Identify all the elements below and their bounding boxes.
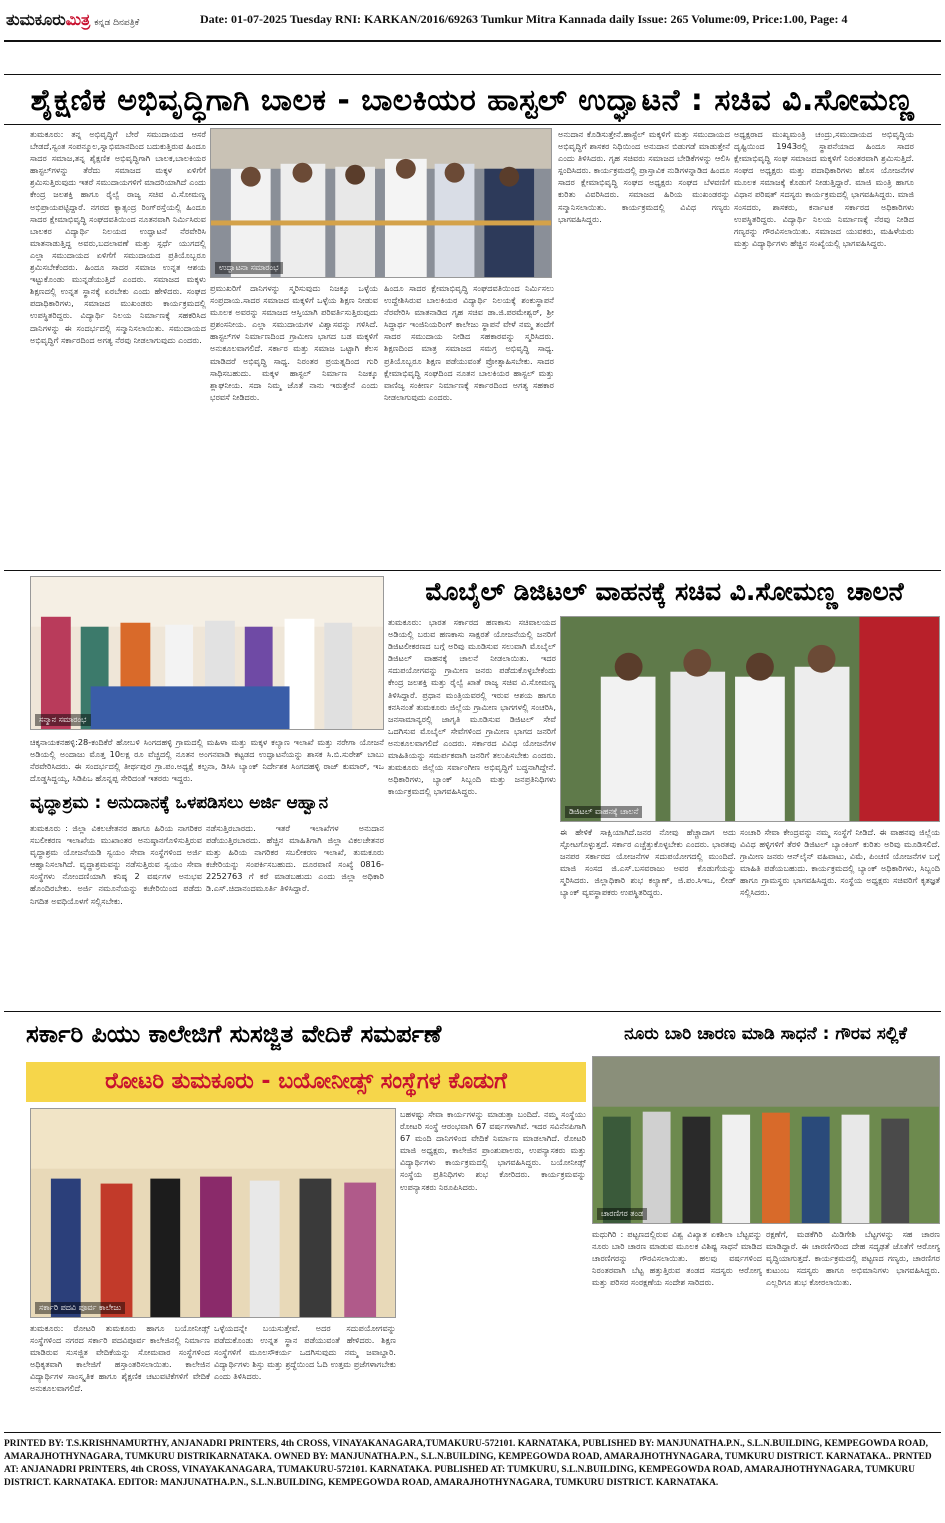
story5-column-1: ಮಧುಗಿರಿ : ಪಟ್ಟಣದಲ್ಲಿರುವ ವಿಶ್ವ ವಿಖ್ಯಾತ ಏಕಶಿಲಾ ಬೆಟ್ಟವನ್ನು ನೂರು ಬಾರಿ ಚಾರಣ ಮಾಡುವ ಮೂಲಕ ವಿಶಿಷ್ಟ ಸಾಧನೆ ಮಾಡಿದ ಚಾರಣಿಗರನ್ನು ಗೌರವಿಸಲಾಯಿತು. ಹಲವು ವರ್ಷಗಳಿಂದ ನಿರಂತರವಾಗಿ ಬೆಟ್ಟ ಹತ್ತುತ್ತಿರುವ ತಂಡದ ಸದಸ್ಯರು ಆರೋಗ್ಯ ಮತ್ತು ಪರಿಸರ ಸಂರಕ್ಷಣೆಯ ಸಂದೇಶ ಸಾರಿದರು. — [592, 1229, 762, 1288]
section-divider-2 — [4, 1011, 941, 1012]
anganwadi-photo-label: ಸನ್ಮಾನ ಸಮಾರಂಭ — [35, 714, 91, 726]
masthead-rule — [4, 40, 941, 42]
story4-column-3: ಬಹಳಷ್ಟು ಸೇವಾ ಕಾರ್ಯಗಳನ್ನು ಮಾಡುತ್ತಾ ಬಂದಿದೆ. ನಮ್ಮ ಸಂಸ್ಥೆಯು ರೋಟರಿ ಸಂಸ್ಥೆ ಆರಂಭವಾಗಿ 67 ವರ್ಷಗಳಾಗಿವೆ. ಇದರ ಸವಿನೆನಪಿಗಾಗಿ 67 ಮಂದಿ ದಾನಿಗಳಿಂದ ವೇದಿಕೆ ನಿರ್ಮಾಣ ಮಾಡಲಾಗಿದೆ. ರೋಟರಿ ಮಾಜಿ ಅಧ್ಯಕ್ಷರು, ಕಾಲೇಜಿನ ಪ್ರಾಂಶುಪಾಲರು, ಉಪನ್ಯಾಸಕರು ಮತ್ತು ವಿದ್ಯಾರ್ಥಿಗಳು ಕಾರ್ಯಕ್ರಮದಲ್ಲಿ ಭಾಗವಹಿಸಿದ್ದರು. ಬಯೋನೀಡ್ಸ್ ಸಂಸ್ಥೆಯ ಪ್ರತಿನಿಧಿಗಳು ಶುಭ ಕೋರಿದರು. ಕಾರ್ಯಕ್ರಮವನ್ನು ಉಪನ್ಯಾಸಕರು ನಿರೂಪಿಸಿದರು. — [400, 1109, 586, 1192]
logo-main: ತುಮಕೂರು — [6, 10, 66, 29]
masthead — [0, 0, 945, 72]
imprint-footer: PRINTED BY: T.S.KRISHNAMURTHY, ANJANADRI PRINTERS, 4th CROSS, VINAYAKANAGARA,TUMAKURU-572101. KARNATAKA, PUBLISHED BY: MANJUNATHA.P.N., S.L.N.BUILDING, KEMPEGOWDA ROAD, AMARAJHOTHYNAGARA, TUMKURU DISTRIKARNATAKA. OWNED BY: MANJUNATHA.P.N., S.L.N.BUILDING, KEMPEGOWDA ROAD, AMARAJHOTHYNAGARA, TUMKURU DISTRICT. KARNATAKA.. PRNTED AT: ANJANADRI PRINTERS, 4th CROSS, VINAYAKANAGARA, TUMAKURU-572101. KARNATAKA. PUBLISHED AT: TUMKURU, S.L.N.BUILDING, KEMPEGOWDA ROAD, AMARAJHOTHYNAGARA, TUMKURU DISTRICT. KARNATAKA. EDITOR: MANJUNATHA.P.N., S.L.N.BUILDING, KEMPEGOWDA ROAD, AMARAJHOTHYNAGARA, TUMKURU DISTRICT. KARNATAKA. — [4, 1432, 941, 1518]
story2-photo-image — [561, 617, 939, 822]
story2-photo — [560, 616, 940, 822]
anganwadi-caption: ಚಿಕ್ಕನಾಯಕನಹಳ್ಳಿ:28-ಕಂದಿಕೆರೆ ಹೋಬಳಿ ಸಿಂಗದಹಳ್ಳಿ ಗ್ರಾಮದಲ್ಲಿ ಮಹಿಳಾ ಮತ್ತು ಮಕ್ಕಳ ಕಲ್ಯಾಣ ಇಲಾಖೆ ಮತ್ತು ನರೇಗಾ ಯೋಜನೆ ಅಡಿಯಲ್ಲಿ ಅಂದಾಜು ಮೊತ್ತ 10ಲಕ್ಷ ರೂ ವೆಚ್ಚದಲ್ಲಿ ನೂತನ ಅಂಗನವಾಡಿ ಕಟ್ಟಡದ ಉದ್ಘಾಟನೆಯನ್ನು ಶಾಸಕ ಸಿ.ಬಿ.ಸುರೇಶ್ ಬಾಬು ನೆರವೇರಿಸಿದರು. ಈ ಸಂದರ್ಭದಲ್ಲಿ ತೀರ್ಥಪುರ ಗ್ರಾ.ಪಂ.ಅಧ್ಯಕ್ಷೆ ಕಲ್ಪನಾ, ಡಿಸಿಸಿ ಬ್ಯಾಂಕ್ ನಿರ್ದೇಶಕ ಸಿಂಗದಹಳ್ಳಿ ರಾಜ್ ಕುಮಾರ್, ಇಒ ದೊಡ್ಡಸಿದ್ದಯ್ಯ, ಸಿಡಿಪಿಒ ಹೊನ್ನಪ್ಪ ಸೇರಿದಂತೆ ಇತರರು ಇದ್ದರು. — [30, 737, 384, 783]
masthead-rule-thin — [4, 74, 941, 75]
story4-column-2: ಒಳ್ಳೆಯದನ್ನೇ ಬಯಸುತ್ತೇವೆ. ಅದರ ಸದುಪಯೋಗವನ್ನು ಪಡೆದುಕೊಂಡು ಉನ್ನತ ಸ್ಥಾನ ಪಡೆಯುವಂತೆ ಹೇಳಿದರು. ಶಿಕ್ಷಣ ಸಂಸ್ಥೆಗಳಿಗೆ ಮೂಲಸೌಕರ್ಯ ಒದಗಿಸುವುದು ನಮ್ಮ ಜವಾಬ್ದಾರಿ. ವಿದ್ಯಾರ್ಥಿಗಳು ಶಿಸ್ತು ಮತ್ತು ಶ್ರದ್ಧೆಯಿಂದ ಓದಿ ಉತ್ತಮ ಪ್ರಜೆಗಳಾಗಬೇಕು ಎಂದು ತಿಳಿಸಿದರು. — [214, 1323, 396, 1382]
story1-column-2: ಪ್ರಮುಖರಿಗೆ ದಾನಿಗಳನ್ನು ಸ್ಮರಿಸುವುದು ನಿಜಕ್ಕೂ ಒಳ್ಳೆಯ ಸಂಪ್ರದಾಯ.ಸಾದರ ಸಮಾಜದ ಮಕ್ಕಳಿಗೆ ಒಳ್ಳೆಯ ಶಿಕ್ಷಣ ನೀಡುವ ಮೂಲಕ ಅವರನ್ನು ಸಮಾಜದ ಆಸ್ತಿಯಾಗಿ ಪರಿವರ್ತಿಸುತ್ತಿರುವುದು ಪ್ರಶಂಸನೀಯ. ಎಲ್ಲಾ ಸಮುದಾಯಗಳ ವಿಶ್ವಾಸವನ್ನು ಗಳಿಸಿದೆ. ಹಾಸ್ಟಲ್‌ಗಳ ನಿರ್ಮಾಣದಿಂದ ಗ್ರಾಮೀಣ ಭಾಗದ ಬಡ ಮಕ್ಕಳಿಗೆ ಅನುಕೂಲವಾಗಲಿದೆ. ಸರ್ಕಾರ ಮತ್ತು ಸಮಾಜ ಒಟ್ಟಾಗಿ ಕೆಲಸ ಮಾಡಿದರೆ ಅಭಿವೃದ್ಧಿ ಸಾಧ್ಯ. ನಿರಂತರ ಪ್ರಯತ್ನದಿಂದ ಗುರಿ ಸಾಧಿಸಬಹುದು. ಮಕ್ಕಳ ಹಾಸ್ಟಲ್ ನಿರ್ಮಾಣ ನಿಜಕ್ಕೂ ಶ್ಲಾಘನೀಯ. ಸದಾ ನಿಮ್ಮ ಜೊತೆ ನಾನು ಇರುತ್ತೇನೆ ಎಂದು ಭರವಸೆ ನೀಡಿದರು. — [210, 283, 378, 402]
story1-column-5: ಅಧ್ಯಕ್ಷರಾದ ಮುಖ್ಯಮಂತ್ರಿ ಚಂದ್ರು,ಸಮುದಾಯದ ಅಭಿವೃದ್ಧಿಯ ದೃಷ್ಟಿಯಿಂದ 1943ರಲ್ಲಿ ಸ್ಥಾಪನೆಯಾದ ಹಿಂದೂ ಸಾದರ ಕ್ಷೇಮಾಭಿವೃದ್ಧಿ ಸಂಘ ಸಮಾಜದ ಮಕ್ಕಳಿಗೆ ನಿರಂತರವಾಗಿ ಶ್ರಮಿಸುತ್ತಿದೆ. ಸಂಘದ ಅಧ್ಯಕ್ಷರು ಮತ್ತು ಪದಾಧಿಕಾರಿಗಳು ಹೊಸ ಯೋಜನೆಗಳ ಮೂಲಕ ಸಮಾಜಕ್ಕೆ ಕೊಡುಗೆ ನೀಡುತ್ತಿದ್ದಾರೆ. ಮಾಜಿ ಮಂತ್ರಿ ಹಾಗೂ ವಿಧಾನ ಪರಿಷತ್ ಸದಸ್ಯರು ಕಾರ್ಯಕ್ರಮದಲ್ಲಿ ಭಾಗವಹಿಸಿದ್ದರು. ಮಾಜಿ ಸಂಸದರು, ಶಾಸಕರು, ಕರ್ನಾಟಕ ಸರ್ಕಾರದ ಅಧಿಕಾರಿಗಳು ಉಪಸ್ಥಿತರಿದ್ದರು. ವಿದ್ಯಾರ್ಥಿ ನಿಲಯ ನಿರ್ಮಾಣಕ್ಕೆ ನೆರವು ನೀಡಿದ ಗಣ್ಯರನ್ನು ಗೌರವಿಸಲಾಯಿತು. ಸಮಾಜದ ಯುವಕರು, ಮಹಿಳೆಯರು ಮತ್ತು ವಿದ್ಯಾರ್ಥಿಗಳು ಹೆಚ್ಚಿನ ಸಂಖ್ಯೆಯಲ್ಲಿ ಭಾಗವಹಿಸಿದ್ದರು. — [734, 129, 914, 248]
newspaper-logo — [6, 10, 139, 30]
story5-photo-image — [593, 1057, 939, 1224]
story4-photo — [30, 1108, 396, 1318]
story4-headline: ಸರ್ಕಾರಿ ಪಿಯು ಕಾಲೇಜಿಗೆ ಸುಸಜ್ಜಿತ ವೇದಿಕೆ ಸಮರ್ಪಣೆ — [26, 1020, 442, 1048]
story3-column-2: ನಡೆಸುತ್ತಿರಬಾರದು. ಇತರೆ ಇಲಾಖೆಗಳ ಅನುದಾನ ಪಡೆಯುತ್ತಿರಬಾರದು. ಹೆಚ್ಚಿನ ಮಾಹಿತಿಗಾಗಿ ಜಿಲ್ಲಾ ವಿಕಲಚೇತನರ ಮತ್ತು ಹಿರಿಯ ನಾಗರಿಕರ ಸಬಲೀಕರಣ ಇಲಾಖೆ, ತುಮಕೂರು ಕಚೇರಿಯನ್ನು ಸಂಪರ್ಕಿಸಬಹುದು. ದೂರವಾಣಿ ಸಂಖ್ಯೆ 0816-2252763 ಗೆ ಕರೆ ಮಾಡಬಹುದು ಎಂದು ಜಿಲ್ಲಾ ಅಧಿಕಾರಿ ಡಿ.ಎಸ್.ಚಿದಾನಂದಮೂರ್ತಿ ತಿಳಿಸಿದ್ದಾರೆ. — [206, 823, 384, 894]
story1-column-4: ಅನುದಾನ ಕೊಡಿಸುತ್ತೇನೆ.ಹಾಸ್ಟೆಲ್ ಮಕ್ಕಳಿಗೆ ಮತ್ತು ಸಮುದಾಯದ ಅಭಿವೃದ್ಧಿಗೆ ಶಾಸಕರ ನಿಧಿಯಿಂದ ಅನುದಾನ ಬಿಡುಗಡೆ ಮಾಡುತ್ತೇನೆ ಎಂದು ತಿಳಿಸಿದರು. ಗೃಹ ಸಚಿವರು ಸಮಾಜದ ಬೇಡಿಕೆಗಳನ್ನು ಆಲಿಸಿ ಸ್ಪಂದಿಸಿದರು. ಕಾರ್ಯಕ್ರಮದಲ್ಲಿ ಪ್ರಾಸ್ತಾವಿಕ ನುಡಿಗಳನ್ನಾಡಿದ ಹಿಂದೂ ಸಾದರ ಕ್ಷೇಮಾಭಿವೃದ್ಧಿ ಸಂಘದ ಅಧ್ಯಕ್ಷರು ಸಂಘದ ಬೆಳವಣಿಗೆ ಕುರಿತು ವಿವರಿಸಿದರು. ಸಮಾಜದ ಹಿರಿಯ ಮುಖಂಡರನ್ನು ಸನ್ಮಾನಿಸಲಾಯಿತು. ಕಾರ್ಯಕ್ರಮದಲ್ಲಿ ವಿವಿಧ ಗಣ್ಯರು ಭಾಗವಹಿಸಿದ್ದರು. — [558, 129, 730, 224]
story3-headline: ವೃದ್ಧಾಶ್ರಮ : ಅನುದಾನಕ್ಕೆ ಒಳಪಡಿಸಲು ಅರ್ಜಿ ಆಹ್ವಾನ — [30, 793, 329, 813]
story1-column-3: ಹಿಂದೂ ಸಾದರ ಕ್ಷೇಮಾಭಿವೃದ್ಧಿ ಸಂಘದವತಿಯಿಂದ ನಿರ್ಮಿಸಲು ಉದ್ದೇಶಿಸಿರುವ ಬಾಲಕಿಯರ ವಿದ್ಯಾರ್ಥಿ ನಿಲಯಕ್ಕೆ ಶಂಕುಸ್ಥಾಪನೆ ನೆರವೇರಿಸಿ ಮಾತನಾಡಿದ ಗೃಹ ಸಚಿವ ಡಾ.ಜಿ.ಪರಮೇಶ್ವರ್, ಶ್ರೀ ಸಿದ್ಧಾರ್ಥ ಇಂಜಿನಿಯರಿಂಗ್ ಕಾಲೇಜು ಸ್ಥಾಪನೆ ವೇಳೆ ನಮ್ಮ ತಂದೆಗೆ ಸಾದರ ಸಮುದಾಯ ನೀಡಿದ ಸಹಕಾರವನ್ನು ಸ್ಮರಿಸಿದರು. ಶಿಕ್ಷಣದಿಂದ ಮಾತ್ರ ಸಮಾಜದ ಸಮಗ್ರ ಅಭಿವೃದ್ಧಿ ಸಾಧ್ಯ. ಪ್ರತಿಯೊಬ್ಬರೂ ಶಿಕ್ಷಣ ಪಡೆಯುವಂತೆ ಪ್ರೋತ್ಸಾಹಿಸಬೇಕು. ಸಾದರ ಕ್ಷೇಮಾಭಿವೃದ್ಧಿ ಸಂಘದಿಂದ ನೂತನ ಬಾಲಕಿಯರ ಹಾಸ್ಟಲ್ ಮತ್ತು ವಾಣಿಜ್ಯ ಸಂಕೀರ್ಣ ನಿರ್ಮಾಣಕ್ಕೆ ಸರ್ಕಾರದಿಂದ ಅಗತ್ಯ ಸಹಕಾರ ನೀಡಲಾಗುವುದು ಎಂದರು. — [384, 283, 554, 402]
story1-photo-label: ಉದ್ಘಾಟನಾ ಸಮಾರಂಭ — [215, 262, 283, 274]
section-divider-1 — [4, 570, 941, 571]
logo-accent: ಮಿತ್ರ — [65, 10, 91, 29]
anganwadi-photo-image — [31, 577, 383, 730]
story4-banner: ರೋಟರಿ ತುಮಕೂರು - ಬಯೋನೀಡ್ಸ್ ಸಂಸ್ಥೆಗಳ ಕೊಡುಗೆ — [26, 1062, 586, 1102]
story4-photo-label: ಸರ್ಕಾರಿ ಪದವಿ ಪೂರ್ವ ಕಾಲೇಜು — [35, 1302, 125, 1314]
story5-photo — [592, 1056, 940, 1224]
story2-column-1: ತುಮಕೂರು: ಭಾರತ ಸರ್ಕಾರದ ಹಣಕಾಸು ಸಚಿವಾಲಯದ ಅಡಿಯಲ್ಲಿ ಬರುವ ಹಣಕಾಸು ಸಾಕ್ಷರತೆ ಯೋಜನೆಯಲ್ಲಿ ಜನರಿಗೆ ಡಿಜಿಟಲೀಕರಣದ ಬಗ್ಗೆ ಅರಿವು ಮೂಡಿಸುವ ಸಲುವಾಗಿ ಮೊಬೈಲ್ ಡಿಜಿಟಲ್ ವಾಹನಕ್ಕೆ ಚಾಲನೆ ನೀಡಲಾಯಿತು. ಇದರ ಸದುಪಯೋಗವನ್ನು ಗ್ರಾಮೀಣ ಜನರು ಪಡೆದುಕೊಳ್ಳಬೇಕೆಂದು ಕೇಂದ್ರ ಜಲಶಕ್ತಿ ಮತ್ತು ರೈಲ್ವೆ ಖಾತೆ ರಾಜ್ಯ ಸಚಿವ ವಿ.ಸೋಮಣ್ಣ ತಿಳಿಸಿದ್ದಾರೆ. ಪ್ರಧಾನ ಮಂತ್ರಿಯವರಲ್ಲಿ ಇರುವ ಆಶಯ ಹಾಗೂ ಕನಸಿನಂತೆ ತುಮಕೂರು ಜಿಲ್ಲೆಯ ಗ್ರಾಮೀಣ ಭಾಗಗಳಲ್ಲಿ ಸಂಚರಿಸಿ, ಜನಸಾಮಾನ್ಯರಲ್ಲಿ ಜಾಗೃತಿ ಮೂಡಿಸುವ ಡಿಜಿಟಲ್ ಸೇವೆ ಒದಗಿಸುವ ಮೊಬೈಲ್ ಸೇವೆಗಳಿಂದ ಗ್ರಾಮೀಣ ಭಾಗದ ಜನರಿಗೆ ಅನುಕೂಲವಾಗಲಿದೆ ಎಂದರು. ಸರ್ಕಾರದ ವಿವಿಧ ಯೋಜನೆಗಳ ಮಾಹಿತಿಯನ್ನು ಸಮರ್ಪಕವಾಗಿ ಜನರಿಗೆ ತಲುಪಿಸಬೇಕು ಎಂದರು. ತುಮಕೂರು ಜಿಲ್ಲೆಯ ಸರ್ವಾಂಗೀಣ ಅಭಿವೃದ್ಧಿಗೆ ಬದ್ಧನಾಗಿದ್ದೇನೆ. ಅಧಿಕಾರಿಗಳು, ಬ್ಯಾಂಕ್ ಸಿಬ್ಬಂದಿ ಮತ್ತು ಜನಪ್ರತಿನಿಧಿಗಳು ಕಾರ್ಯಕ್ರಮದಲ್ಲಿ ಭಾಗವಹಿಸಿದ್ದರು. — [388, 617, 556, 797]
story1-rule — [4, 124, 941, 125]
story1-photo — [210, 128, 552, 278]
story1-column-1: ತುಮಕೂರು: ತನ್ನ ಅಭಿವೃದ್ಧಿಗೆ ಬೇರೆ ಸಮುದಾಯದ ಆಸರೆ ಬೇಡದೆ,ಸ್ವಂತ ಸಂಪನ್ಮೂಲ,ಸ್ವಾಭಿಮಾನದಿಂದ ಬದುಕುತ್ತಿರುವ ಹಿಂದೂ ಸಾದರ ಸಮಾಜ,ತನ್ನ ಶೈಕ್ಷಣಿಕ ಅಭಿವೃದ್ಧಿಗಾಗಿ ಬಾಲಕ,ಬಾಲಕಿಯರ ಹಾಸ್ಟಲ್‌ಗಳನ್ನು ತೆರೆದು ಸಮಾಜದ ಮಕ್ಕಳ ಏಳಿಗೆಗೆ ಶ್ರಮಿಸುತ್ತಿರುವುದು ಇತರೆ ಸಮುದಾಯಗಳಿಗೆ ಮಾದರಿಯಾಗಿದೆ ಎಂದು ಕೇಂದ್ರ ಜಲಶಕ್ತಿ ಹಾಗೂ ರೈಲ್ವೆ ರಾಜ್ಯ ಸಚಿವ ವಿ.ಸೋಮಣ್ಣ ಅಭಿಪ್ರಾಯಪಟ್ಟಿದ್ದಾರೆ. ನಗರದ ಕ್ಯಾತ್ಸಂದ್ರ ರಿಂಗ್‌ರಸ್ತೆಯಲ್ಲಿ ಹಿಂದೂ ಸಾದರ ಕ್ಷೇಮಾಭಿವೃದ್ಧಿ ಸಂಘದವತಿಯಿಂದ ನೂತನವಾಗಿ ನಿರ್ಮಿಸಿರುವ ಬಾಲಕರ ವಿದ್ಯಾರ್ಥಿ ನಿಲಯದ ಉದ್ಘಾಟನೆ ನೆರವೇರಿಸಿ ಮಾತನಾಡುತ್ತಿದ್ದ ಅವರು,ಬದಲಾವಣೆ ಮತ್ತು ಸ್ಪರ್ಧೆ ಯುಗದಲ್ಲಿ ಎಲ್ಲಾ ಸಮುದಾಯದ ಏಳಿಗೆಗೆ ಸಮುದಾಯದ ಪ್ರತಿಯೊಬ್ಬರೂ ಶ್ರಮಿಸಬೇಕೆಂದರು. ಹಿಂದೂ ಸಾದರ ಸಮಾಜ ಉನ್ನತ ಆಶಯ ಇಟ್ಟುಕೊಂಡು ಮುನ್ನಡೆಯುತ್ತಿದೆ ಎಂದರು. ಸಮಾಜದ ಮಕ್ಕಳು ಶಿಕ್ಷಣದಲ್ಲಿ ಉನ್ನತ ಸ್ಥಾನಕ್ಕೆ ಏರಬೇಕು ಎಂದು ಹೇಳಿದರು. ಸಂಘದ ಪದಾಧಿಕಾರಿಗಳು, ಸಮಾಜದ ಮುಖಂಡರು ಕಾರ್ಯಕ್ರಮದಲ್ಲಿ ಉಪಸ್ಥಿತರಿದ್ದರು. ವಿದ್ಯಾರ್ಥಿ ನಿಲಯ ನಿರ್ಮಾಣಕ್ಕೆ ಸಹಕರಿಸಿದ ದಾನಿಗಳನ್ನು ಈ ಸಂದರ್ಭದಲ್ಲಿ ಸನ್ಮಾನಿಸಲಾಯಿತು. ಸಮುದಾಯದ ಅಭಿವೃದ್ಧಿಗೆ ಸರ್ಕಾರದಿಂದ ಅಗತ್ಯ ನೆರವು ನೀಡಲಾಗುವುದು ಎಂದರು. — [30, 129, 206, 345]
logo-tagline: ಕನ್ನಡ ದಿನಪತ್ರಿಕೆ — [94, 18, 140, 28]
story3-column-1: ತುಮಕೂರು : ಜಿಲ್ಲಾ ವಿಕಲಚೇತನರ ಹಾಗೂ ಹಿರಿಯ ನಾಗರಿಕರ ಸಬಲೀಕರಣ ಇಲಾಖೆಯ ಮುಖಾಂತರ ಅನುಷ್ಠಾನಗೊಳಿಸುತ್ತಿರುವ ವೃದ್ಧಾಶ್ರಮ ಯೋಜನೆಯಡಿ ಸ್ವಯಂ ಸೇವಾ ಸಂಸ್ಥೆಗಳಿಂದ ಅರ್ಜಿ ಆಹ್ವಾನಿಸಲಾಗಿದೆ. ವೃದ್ಧಾಶ್ರಮವನ್ನು ನಡೆಸುತ್ತಿರುವ ಸ್ವಯಂ ಸೇವಾ ಸಂಸ್ಥೆಗಳು ನೋಂದಣಿಯಾಗಿ ಕನಿಷ್ಠ 2 ವರ್ಷಗಳ ಅನುಭವ ಹೊಂದಿರಬೇಕು. ಅರ್ಜಿ ನಮೂನೆಯನ್ನು ಕಚೇರಿಯಿಂದ ಪಡೆದು ನಿಗದಿತ ಅವಧಿಯೊಳಗೆ ಸಲ್ಲಿಸಬೇಕು. — [30, 823, 202, 906]
story2-column-3: ಸಂಚಾರಿ ಸೇವಾ ಕೇಂದ್ರವನ್ನು ನಮ್ಮ ಸಂಸ್ಥೆಗೆ ನೀಡಿದೆ. ಈ ವಾಹನವು ಜಿಲ್ಲೆಯ ವಿವಿಧ ಹಳ್ಳಿಗಳಿಗೆ ತೆರಳಿ ಡಿಜಿಟಲ್ ಬ್ಯಾಂಕಿಂಗ್ ಕುರಿತು ಅರಿವು ಮೂಡಿಸಲಿದೆ. ಗ್ರಾಮೀಣ ಜನರು ಆನ್‌ಲೈನ್ ವಹಿವಾಟು, ವಿಮೆ, ಪಿಂಚಣಿ ಯೋಜನೆಗಳ ಬಗ್ಗೆ ಮಾಹಿತಿ ಪಡೆಯಬಹುದು. ಕಾರ್ಯಕ್ರಮದಲ್ಲಿ ಬ್ಯಾಂಕ್ ಅಧಿಕಾರಿಗಳು, ಸಿಬ್ಬಂದಿ ಹಾಗೂ ಗ್ರಾಮಸ್ಥರು ಭಾಗವಹಿಸಿದ್ದರು. ಸಂಸ್ಥೆಯ ಅಧ್ಯಕ್ಷರು ಸಚಿವರಿಗೆ ಕೃತಜ್ಞತೆ ಸಲ್ಲಿಸಿದರು. — [740, 827, 940, 898]
story5-photo-label: ಚಾರಣಿಗರ ತಂಡ — [597, 1208, 647, 1220]
anganwadi-photo — [30, 576, 384, 730]
story1-headline: ಶೈಕ್ಷಣಿಕ ಅಭಿವೃದ್ಧಿಗಾಗಿ ಬಾಲಕ - ಬಾಲಕಿಯರ ಹಾಸ್ಟಲ್ ಉದ್ಘಾಟನೆ : ಸಚಿವ ವಿ.ಸೋಮಣ್ಣ — [30, 83, 915, 118]
story4-column-1: ತುಮಕೂರು: ರೋಟರಿ ತುಮಕೂರು ಹಾಗೂ ಬಯೋನೀಡ್ಸ್ ಸಂಸ್ಥೆಗಳಿಂದ ನಗರದ ಸರ್ಕಾರಿ ಪದವಿಪೂರ್ವ ಕಾಲೇಜಿನಲ್ಲಿ ನಿರ್ಮಾಣ ಮಾಡಿರುವ ಸುಸಜ್ಜಿತ ವೇದಿಕೆಯನ್ನು ಸೋಮವಾರ ಸಂಸ್ಥೆಗಳಿಂದ ಅಧಿಕೃತವಾಗಿ ಕಾಲೇಜಿಗೆ ಹಸ್ತಾಂತರಿಸಲಾಯಿತು. ಕಾಲೇಜಿನ ವಿದ್ಯಾರ್ಥಿಗಳ ಸಾಂಸ್ಕೃತಿಕ ಹಾಗೂ ಶೈಕ್ಷಣಿಕ ಚಟುವಟಿಕೆಗಳಿಗೆ ವೇದಿಕೆ ಅನುಕೂಲವಾಗಲಿದೆ. — [30, 1323, 210, 1394]
story2-headline: ಮೊಬೈಲ್ ಡಿಜಿಟಲ್ ವಾಹನಕ್ಕೆ ಸಚಿವ ವಿ.ಸೋಮಣ್ಣ ಚಾಲನೆ — [425, 577, 904, 606]
dateline: Date: 01-07-2025 Tuesday RNI: KARKAN/2016/69263 Tumkur Mitra Kannada daily Issue: 265 Volume:09, Price:1.00, Page: 4 — [200, 12, 848, 26]
story1-photo-image — [211, 129, 551, 278]
story4-photo-image — [31, 1109, 395, 1318]
story5-column-2: ರಕ್ಷಣೆಗೆ, ಮಡಕೆಗಿರಿ ಮಿಡಿಗೇಶಿ ಬೆಟ್ಟಗಳನ್ನು ಸಹ ಚಾರಣ ಮಾಡಿದ್ದಾರೆ. ಈ ಚಾರಣಿಗರಿಂದ ದೇಹ ಸದೃಢತೆ ಜೊತೆಗೆ ಆರೋಗ್ಯ ವೃದ್ಧಿಯಾಗುತ್ತದೆ. ಕಾರ್ಯಕ್ರಮದಲ್ಲಿ ಪಟ್ಟಣದ ಗಣ್ಯರು, ಚಾರಣಿಗರ ಕುಟುಂಬ ಸದಸ್ಯರು ಹಾಗೂ ಅಭಿಮಾನಿಗಳು ಭಾಗವಹಿಸಿದ್ದರು. ಎಲ್ಲರಿಗೂ ಶುಭ ಕೋರಲಾಯಿತು. — [766, 1229, 940, 1288]
story2-photo-label: ಡಿಜಿಟಲ್ ವಾಹನಕ್ಕೆ ಚಾಲನೆ — [565, 806, 642, 818]
story2-column-2: ಈ ಹೇಳಿಕೆ ಸಾಕ್ಷಿಯಾಗಿದೆ.ಜನರ ನೋವು ಹೆಚ್ಚಾದಾಗ ಅದು ಸ್ಫೋಟಗೊಳ್ಳುತ್ತದೆ. ಸರ್ಕಾರ ಎಚ್ಚೆತ್ತುಕೊಳ್ಳಬೇಕು ಎಂದರು. ಭಾರತವು ಜನಪರ ಸರ್ಕಾರದ ಯೋಜನೆಗಳ ಸದುಪಯೋಗದಲ್ಲಿ ಮುಂದಿದೆ. ಮಾಜಿ ಸಂಸದ ಜಿ.ಎಸ್.ಬಸವರಾಜು ಅವರ ಕೊಡುಗೆಯನ್ನು ಸ್ಮರಿಸಿದರು. ಜಿಲ್ಲಾಧಿಕಾರಿ ಶುಭ ಕಲ್ಯಾಣ್, ಜಿ.ಪಂ.ಸಿಇಒ, ಲೀಡ್ ಬ್ಯಾಂಕ್ ವ್ಯವಸ್ಥಾಪಕರು ಉಪಸ್ಥಿತರಿದ್ದರು. — [560, 827, 736, 898]
story5-headline: ನೂರು ಬಾರಿ ಚಾರಣ ಮಾಡಿ ಸಾಧನೆ : ಗೌರವ ಸಲ್ಲಿಕೆ — [624, 1024, 907, 1044]
